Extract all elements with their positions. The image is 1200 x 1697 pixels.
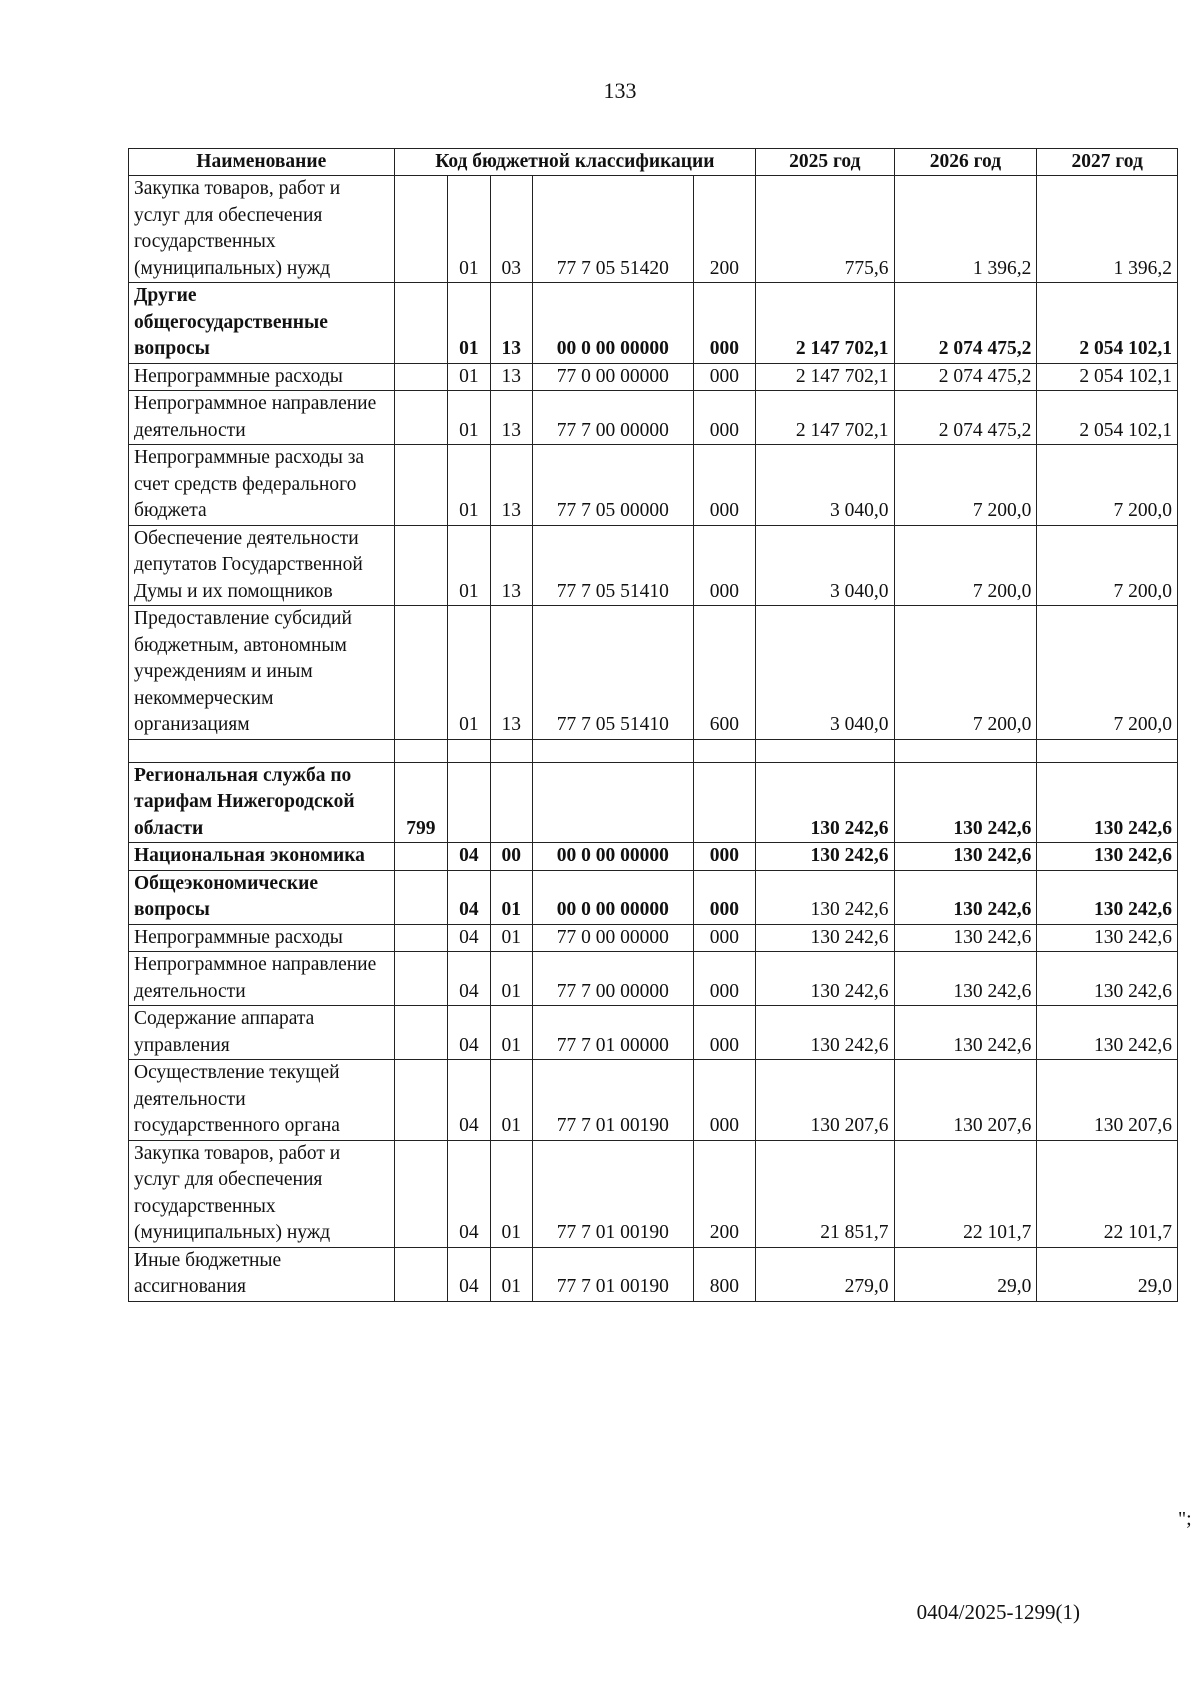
- header-2027: 2027 год: [1037, 149, 1178, 176]
- header-code: Код бюджетной классификации: [394, 149, 756, 176]
- row-ved: [394, 870, 448, 924]
- row-2025: 279,0: [756, 1247, 894, 1301]
- row-vr: [693, 739, 755, 762]
- row-2027: 130 242,6: [1037, 762, 1178, 843]
- row-csr: 00 0 00 00000: [532, 843, 693, 871]
- row-2027: 130 207,6: [1037, 1060, 1178, 1141]
- closing-quote-mark: ";: [1178, 1508, 1192, 1530]
- empty-row: [129, 739, 1178, 762]
- row-ved: [394, 283, 448, 364]
- row-rz: 04: [448, 1006, 490, 1060]
- row-ved: [394, 1060, 448, 1141]
- row-2025: 2 147 702,1: [756, 283, 894, 364]
- row-vr: 800: [693, 1247, 755, 1301]
- row-csr: 77 7 05 51420: [532, 176, 693, 283]
- table-row: [129, 924, 1178, 952]
- row-rz: 04: [448, 843, 490, 871]
- row-2026: 130 242,6: [894, 843, 1037, 871]
- row-pr: 03: [490, 176, 532, 283]
- row-2026: 130 207,6: [894, 1060, 1037, 1141]
- row-ved: [394, 952, 448, 1006]
- row-2027: 7 200,0: [1037, 606, 1178, 740]
- row-pr: 01: [490, 952, 532, 1006]
- row-vr: 200: [693, 176, 755, 283]
- row-2025: 2 147 702,1: [756, 391, 894, 445]
- row-2025: 3 040,0: [756, 445, 894, 526]
- row-csr: 77 7 05 51410: [532, 525, 693, 606]
- table-row: [129, 363, 1178, 391]
- row-ved: [394, 1006, 448, 1060]
- row-rz: [448, 739, 490, 762]
- row-2027: 130 242,6: [1037, 870, 1178, 924]
- row-2026: 7 200,0: [894, 445, 1037, 526]
- row-pr: 00: [490, 843, 532, 871]
- table-row: [129, 843, 1178, 871]
- row-2027: 7 200,0: [1037, 525, 1178, 606]
- row-pr: 01: [490, 924, 532, 952]
- table-row: [129, 176, 1178, 283]
- row-name: Общеэкономические вопросы: [129, 870, 395, 924]
- header-name: Наименование: [129, 149, 395, 176]
- row-rz: 01: [448, 525, 490, 606]
- row-vr: 000: [693, 870, 755, 924]
- row-2026: [894, 739, 1037, 762]
- row-rz: 01: [448, 606, 490, 740]
- row-vr: 000: [693, 1060, 755, 1141]
- row-name: Непрограммное направление деятельности: [129, 952, 395, 1006]
- row-name: Осуществление текущей деятельности государственного органа: [129, 1060, 395, 1141]
- row-name: Непрограммное направление деятельности: [129, 391, 395, 445]
- row-rz: 04: [448, 1060, 490, 1141]
- row-rz: 01: [448, 445, 490, 526]
- row-name: Содержание аппарата управления: [129, 1006, 395, 1060]
- row-2027: 1 396,2: [1037, 176, 1178, 283]
- row-2027: 2 054 102,1: [1037, 391, 1178, 445]
- header-row: [129, 149, 1178, 176]
- row-rz: [448, 762, 490, 843]
- row-2027: 7 200,0: [1037, 445, 1178, 526]
- row-name: Закупка товаров, работ и услуг для обеспечения государственных (муниципальных) нужд: [129, 176, 395, 283]
- table-row: [129, 1060, 1178, 1141]
- budget-table: [128, 148, 1178, 1302]
- row-name: Непрограммные расходы за счет средств федерального бюджета: [129, 445, 395, 526]
- page-number: 133: [603, 78, 637, 103]
- row-name: Непрограммные расходы: [129, 363, 395, 391]
- row-2025: 775,6: [756, 176, 894, 283]
- row-csr: 77 7 01 00190: [532, 1247, 693, 1301]
- row-name: Другие общегосударственные вопросы: [129, 283, 395, 364]
- table-row: [129, 283, 1178, 364]
- row-csr: 77 7 00 00000: [532, 391, 693, 445]
- row-csr: 77 0 00 00000: [532, 924, 693, 952]
- row-pr: 01: [490, 1247, 532, 1301]
- header-2025: 2025 год: [756, 149, 894, 176]
- row-csr: 77 7 01 00000: [532, 1006, 693, 1060]
- row-2025: [756, 739, 894, 762]
- row-csr: 77 7 01 00190: [532, 1060, 693, 1141]
- row-ved: [394, 739, 448, 762]
- row-ved: [394, 176, 448, 283]
- row-ved: [394, 445, 448, 526]
- table-row: [129, 1140, 1178, 1247]
- row-vr: 000: [693, 445, 755, 526]
- table-row: [129, 445, 1178, 526]
- row-2027: 130 242,6: [1037, 1006, 1178, 1060]
- row-csr: 77 7 05 51410: [532, 606, 693, 740]
- row-vr: 000: [693, 391, 755, 445]
- row-vr: 600: [693, 606, 755, 740]
- row-csr: 77 7 01 00190: [532, 1140, 693, 1247]
- row-vr: 000: [693, 525, 755, 606]
- row-ved: [394, 606, 448, 740]
- row-pr: 13: [490, 363, 532, 391]
- row-2027: 2 054 102,1: [1037, 363, 1178, 391]
- row-vr: [693, 762, 755, 843]
- row-2025: 3 040,0: [756, 606, 894, 740]
- row-vr: 000: [693, 843, 755, 871]
- row-2027: 130 242,6: [1037, 924, 1178, 952]
- row-ved: [394, 843, 448, 871]
- row-name: Национальная экономика: [129, 843, 395, 871]
- row-pr: 01: [490, 1006, 532, 1060]
- row-ved: [394, 924, 448, 952]
- row-2026: 130 242,6: [894, 870, 1037, 924]
- row-ved: [394, 1247, 448, 1301]
- row-pr: 13: [490, 445, 532, 526]
- row-name: Региональная служба по тарифам Нижегородской области: [129, 762, 395, 843]
- table-row: [129, 762, 1178, 843]
- row-2025: 130 242,6: [756, 870, 894, 924]
- row-pr: 01: [490, 870, 532, 924]
- table-row: [129, 391, 1178, 445]
- header-2026: 2026 год: [894, 149, 1037, 176]
- row-2025: 2 147 702,1: [756, 363, 894, 391]
- row-rz: 01: [448, 391, 490, 445]
- row-pr: 13: [490, 525, 532, 606]
- row-ved: [394, 363, 448, 391]
- row-csr: 00 0 00 00000: [532, 283, 693, 364]
- row-rz: 01: [448, 363, 490, 391]
- row-csr: 00 0 00 00000: [532, 870, 693, 924]
- row-rz: 01: [448, 283, 490, 364]
- row-name: Иные бюджетные ассигнования: [129, 1247, 395, 1301]
- row-2026: 130 242,6: [894, 762, 1037, 843]
- document-code: 0404/2025-1299(1): [916, 1600, 1080, 1624]
- row-rz: 04: [448, 924, 490, 952]
- row-pr: [490, 762, 532, 843]
- row-rz: 04: [448, 1247, 490, 1301]
- row-rz: 04: [448, 952, 490, 1006]
- row-2025: 3 040,0: [756, 525, 894, 606]
- row-2026: 7 200,0: [894, 606, 1037, 740]
- row-2027: [1037, 739, 1178, 762]
- row-2026: 2 074 475,2: [894, 363, 1037, 391]
- row-csr: 77 7 05 00000: [532, 445, 693, 526]
- table-row: [129, 1006, 1178, 1060]
- row-2026: 7 200,0: [894, 525, 1037, 606]
- row-csr: [532, 762, 693, 843]
- row-2025: 130 242,6: [756, 762, 894, 843]
- row-vr: 000: [693, 283, 755, 364]
- row-ved: [394, 525, 448, 606]
- row-2026: 130 242,6: [894, 952, 1037, 1006]
- row-2025: 130 242,6: [756, 843, 894, 871]
- row-ved: [394, 1140, 448, 1247]
- row-2025: 130 242,6: [756, 1006, 894, 1060]
- row-pr: 13: [490, 283, 532, 364]
- table-row: [129, 952, 1178, 1006]
- row-name: Предоставление субсидий бюджетным, автономным учреждениям и иным некоммерческим организациям: [129, 606, 395, 740]
- table-row: [129, 1247, 1178, 1301]
- row-pr: [490, 739, 532, 762]
- row-pr: 13: [490, 391, 532, 445]
- row-ved: [394, 391, 448, 445]
- row-csr: 77 7 00 00000: [532, 952, 693, 1006]
- row-2026: 29,0: [894, 1247, 1037, 1301]
- row-rz: 04: [448, 870, 490, 924]
- row-2025: 130 242,6: [756, 924, 894, 952]
- row-pr: 01: [490, 1140, 532, 1247]
- row-2026: 1 396,2: [894, 176, 1037, 283]
- row-rz: 04: [448, 1140, 490, 1247]
- row-2027: 130 242,6: [1037, 952, 1178, 1006]
- row-2026: 130 242,6: [894, 924, 1037, 952]
- row-pr: 13: [490, 606, 532, 740]
- row-2026: 2 074 475,2: [894, 283, 1037, 364]
- row-rz: 01: [448, 176, 490, 283]
- row-name: [129, 739, 395, 762]
- row-pr: 01: [490, 1060, 532, 1141]
- row-csr: 77 0 00 00000: [532, 363, 693, 391]
- row-name: Непрограммные расходы: [129, 924, 395, 952]
- row-2027: 2 054 102,1: [1037, 283, 1178, 364]
- table-row: [129, 870, 1178, 924]
- row-ved: 799: [394, 762, 448, 843]
- row-2027: 29,0: [1037, 1247, 1178, 1301]
- row-vr: 000: [693, 363, 755, 391]
- row-2025: 130 242,6: [756, 952, 894, 1006]
- row-2025: 130 207,6: [756, 1060, 894, 1141]
- row-2026: 130 242,6: [894, 1006, 1037, 1060]
- table-row: [129, 525, 1178, 606]
- row-csr: [532, 739, 693, 762]
- row-vr: 200: [693, 1140, 755, 1247]
- row-vr: 000: [693, 952, 755, 1006]
- row-name: Обеспечение деятельности депутатов Государственной Думы и их помощников: [129, 525, 395, 606]
- row-vr: 000: [693, 924, 755, 952]
- row-2027: 22 101,7: [1037, 1140, 1178, 1247]
- row-2025: 21 851,7: [756, 1140, 894, 1247]
- table-row: [129, 606, 1178, 740]
- row-name: Закупка товаров, работ и услуг для обеспечения государственных (муниципальных) нужд: [129, 1140, 395, 1247]
- row-2026: 2 074 475,2: [894, 391, 1037, 445]
- row-2026: 22 101,7: [894, 1140, 1037, 1247]
- row-vr: 000: [693, 1006, 755, 1060]
- row-2027: 130 242,6: [1037, 843, 1178, 871]
